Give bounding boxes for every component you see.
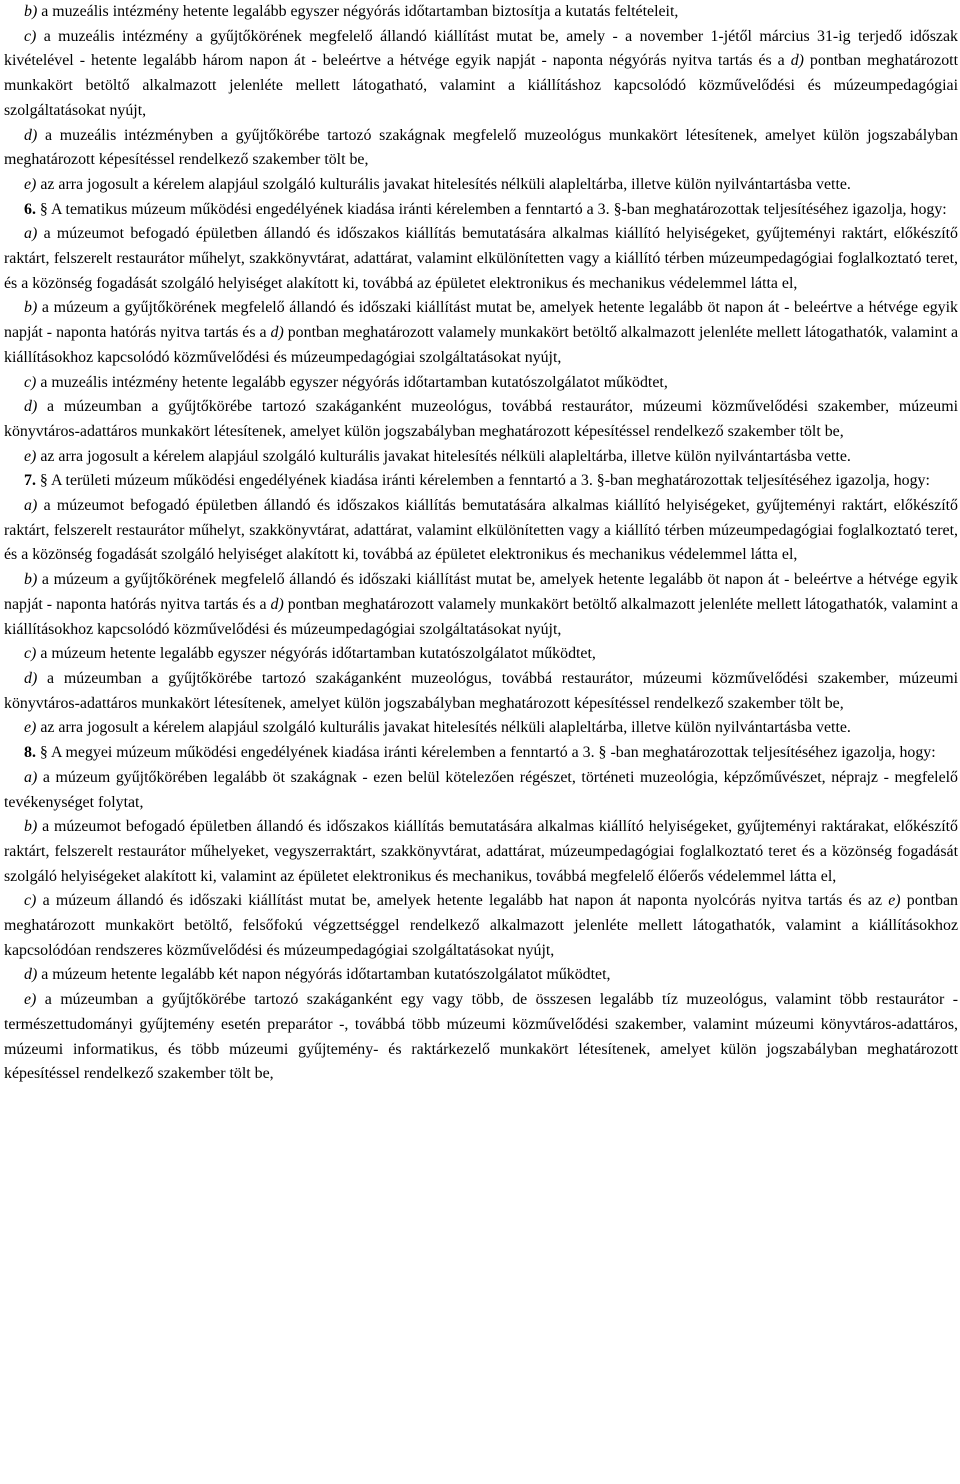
item-letter: c) — [24, 645, 37, 663]
section-8-item-c — [4, 889, 958, 963]
paragraph-symbol: § — [613, 200, 622, 218]
item-text: a muzeális intézmény hetente legalább egyszer négyórás időtartamban biztosítja a kutatás feltételeit, — [37, 3, 679, 20]
item-letter: b) — [24, 299, 38, 317]
intro-item-c — [4, 25, 958, 124]
item-letter: e) — [24, 991, 37, 1009]
item-letter: a) — [24, 497, 38, 515]
intro-item-d — [4, 124, 958, 173]
section-7-item-c — [4, 642, 958, 667]
item-letter: d) — [24, 126, 38, 144]
item-text: az arra jogosult a kérelem alapjául szolgáló kulturális javakat hitelesítés nélküli alapleltárba, illetve külön nyilvántartásba vette. — [36, 719, 851, 737]
section-number: 8. — [24, 744, 36, 762]
item-text: a múzeum hetente legalább egyszer négyórás időtartamban kutatószolgálatot működtet, — [36, 645, 596, 663]
item-letter: b) — [24, 571, 38, 589]
item-text: a múzeumban a gyűjtőkörébe tartozó szakáganként muzeológus, továbbá restaurátor, múzeumi közművelődési szakember, múzeumi könyvtáros-adattáros munkakört létesítenek, amelyet külön jogszabályban meghatározott képesítéssel rendelkező szakember tölt be, — [4, 398, 958, 440]
item-letter: d) — [24, 398, 38, 416]
item-text: a múzeumot befogadó épületben állandó és időszakos kiállítás bemutatására alkalmas kiállító helyiségeket, gyűjteményi raktárakat, előkészítő raktárt, felszerelt restaurátor műhelyeket, vegyszerraktárt, szakkönyvtárat, adattárat, múzeumpedagógiai foglalkoztató teret és a közönség fogadását szolgáló helyiségeket alakított ki, valamint az épületet elektronikus és mechanikus, továbbá megfelelő élőerős védelemmel látta el, — [4, 818, 958, 885]
item-reference: d) — [270, 595, 284, 613]
item-text: a múzeumban a gyűjtőkörébe tartozó szakáganként muzeológus, továbbá restaurátor, múzeumi közművelődési szakember, múzeumi könyvtáros-adattáros munkakört létesítenek, amelyet külön jogszabályban meghatározott képesítéssel rendelkező szakember tölt be, — [4, 669, 958, 712]
section-8-heading — [4, 741, 958, 766]
section-6-item-c — [4, 371, 958, 396]
section-heading-text: -ban meghatározottak teljesítéséhez igazolja, hogy: — [621, 200, 947, 218]
item-reference: d) — [270, 324, 284, 342]
item-text: a múzeum hetente legalább két napon négyórás időtartamban kutatószolgálatot működtet, — [37, 966, 611, 984]
section-heading-text: -ban meghatározottak teljesítéséhez igazolja, hogy: — [606, 744, 936, 762]
item-text: a múzeumot befogadó épületben állandó és időszakos kiállítás bemutatására alkalmas kiállító helyiségeket, gyűjteményi raktárt, előkészítő raktárt, felszerelt restaurátor műhelyt, szakkönyvtárat, adattárat, valamint elkülönítetten vagy a kiállító térben múzeumpedagógiai foglalkoztató teret, és a közönség fogadását szolgáló helyiséget alakított ki, továbbá az épületet elektronikus és mechanikus védelemmel látta el, — [4, 497, 958, 564]
item-letter: a) — [24, 225, 38, 243]
item-text: a múzeumban a gyűjtőkörébe tartozó szakáganként egy vagy több, de összesen legalább tíz muzeológus, valamint több restaurátor - természettudományi gyűjtemény esetén preparátor -, továbbá több múzeumi közművelődési szakember, valamint múzeumi könyvtáros-adattáros, múzeumi informatikus, és több múzeumi gyűjtemény- és raktárkezelő munkakört létesítenek, amelyet külön jogszabályban meghatározott képesítéssel rendelkező szakember tölt be, — [4, 991, 958, 1083]
item-text: pontban meghatározott valamely munkakört betöltő alkalmazott jelenléte mellett látogathatók, valamint a kiállításokhoz kapcsolódó közművelődési és múzeumpedagógiai szolgáltatásokat nyújt, — [4, 324, 959, 366]
item-letter: d) — [24, 669, 38, 687]
item-letter: a) — [24, 768, 38, 786]
item-letter: b) — [24, 818, 38, 836]
paragraph-symbol: § — [39, 200, 48, 218]
section-6-item-e — [4, 445, 958, 470]
item-letter: e) — [24, 175, 37, 193]
section-7-item-b — [4, 568, 958, 642]
item-letter: e) — [24, 719, 37, 737]
item-letter: c) — [24, 892, 37, 910]
item-text: a múzeumot befogadó épületben állandó és időszakos kiállítás bemutatására alkalmas kiállító helyiségeket, gyűjteményi raktárt, előkészítő raktárt, felszerelt restaurátor műhelyt, szakkönyvtárat, adattárat, valamint elkülönítetten vagy a kiállító térben múzeumpedagógiai foglalkoztató teret, és a közönség fogadását szolgáló helyiséget alakított ki, továbbá az épületet elektronikus és mechanikus védelemmel látta el, — [4, 225, 958, 292]
item-letter: e) — [24, 447, 37, 465]
section-6-item-d — [4, 395, 958, 444]
section-number: 6. — [24, 200, 36, 218]
item-reference: d) — [790, 52, 804, 70]
item-text: a múzeum állandó és időszaki kiállítást mutat be, amelyek hetente legalább hat napon át naponta nyolcórás nyitva tartás és az — [36, 892, 889, 910]
item-reference: e) — [888, 892, 901, 910]
item-letter: c) — [24, 373, 37, 391]
item-text: pontban meghatározott valamely munkakört betöltő alkalmazott jelenléte mellett látogathatók, valamint a kiállításokhoz kapcsolódó közművelődési és múzeumpedagógiai szolgáltatásokat nyújt, — [4, 595, 959, 638]
item-text: a muzeális intézmény hetente legalább egyszer négyórás időtartamban kutatószolgálatot működtet, — [36, 373, 668, 391]
paragraph-symbol: § — [598, 744, 607, 762]
item-text: a muzeális intézmény a gyűjtőkörének megfelelő állandó kiállítást mutat be, amely - a november 1-jétől március 31-ig terjedő időszak kivételével - hetente legalább három napon át - beleértve a hétvége egyik napját - naponta négyórás nyitva tartás és a — [4, 27, 958, 70]
item-text: a muzeális intézményben a gyűjtőkörébe tartozó szakágnak megfelelő muzeológus munkakört létesítenek, amelyet külön jogszabályban meghatározott képesítéssel rendelkező szakember tölt be, — [4, 126, 958, 169]
section-7-item-a — [4, 494, 958, 568]
paragraph-symbol: § — [596, 472, 605, 490]
intro-item-e — [4, 173, 958, 198]
item-letter: b) — [24, 3, 38, 20]
item-text: pontban meghatározott munkakört betöltő, felsőfokú végzettséggel rendelkező alkalmazott jelenléte mellett látogathatók, valamint a kiállításokhoz kapcsolódóan rendszeres közművelődési és múzeumpedagógiai szolgáltatásokat nyújt, — [4, 892, 959, 959]
section-heading-text: A tematikus múzeum működési engedélyének kiadása iránti kérelemben a fenntartó a 3. — [47, 200, 614, 218]
item-text: a múzeum a gyűjtőkörének megfelelő állandó és időszaki kiállítást mutat be, amelyek hetente legalább öt napon át - beleértve a hétvége egyik napját - naponta hatórás nyitva tartás és a — [4, 299, 958, 342]
paragraph-symbol: § — [39, 744, 48, 762]
item-letter: c) — [24, 27, 37, 45]
item-text: a múzeum a gyűjtőkörének megfelelő állandó és időszaki kiállítást mutat be, amelyek hetente legalább öt napon át - beleértve a hétvége egyik napját - naponta hatórás nyitva tartás és a — [4, 571, 958, 613]
section-7-item-e — [4, 716, 958, 741]
item-text: az arra jogosult a kérelem alapjául szolgáló kulturális javakat hitelesítés nélküli alapleltárba, illetve külön nyilvántartásba vette. — [36, 175, 851, 193]
item-letter: d) — [24, 966, 38, 984]
section-6-heading — [4, 198, 958, 223]
section-8-item-b — [4, 815, 958, 889]
section-heading-text: A megyei múzeum működési engedélyének kiadása iránti kérelemben a fenntartó a 3. — [47, 744, 599, 762]
section-6-item-b — [4, 296, 958, 370]
item-text: pontban meghatározott munkakört betöltő alkalmazott jelenléte mellett látogatható, valamint a kiállításhoz kapcsolódó közművelődési és múzeumpedagógiai szolgáltatásokat nyújt, — [4, 52, 958, 119]
section-8-item-d — [4, 963, 958, 988]
section-number: 7. — [24, 472, 36, 490]
section-heading-text: A területi múzeum működési engedélyének kiadása iránti kérelemben a fenntartó a 3. — [47, 472, 597, 490]
section-heading-text: -ban meghatározottak teljesítéséhez igazolja, hogy: — [604, 472, 930, 490]
item-text: a múzeum gyűjtőkörében legalább öt szakágnak - ezen belül kötelezően régészet, történeti muzeológia, képzőművészet, néprajz - megfelelő tevékenységet folytat, — [4, 768, 958, 811]
paragraph-symbol: § — [39, 472, 48, 490]
item-text: az arra jogosult a kérelem alapjául szolgáló kulturális javakat hitelesítés nélküli alapleltárba, illetve külön nyilvántartásba vette. — [36, 447, 851, 465]
section-8-item-a — [4, 766, 958, 815]
section-7-item-d — [4, 667, 958, 716]
section-8-item-e — [4, 988, 958, 1087]
section-7-heading — [4, 469, 958, 494]
intro-item-b — [4, 0, 958, 25]
section-6-item-a — [4, 222, 958, 296]
